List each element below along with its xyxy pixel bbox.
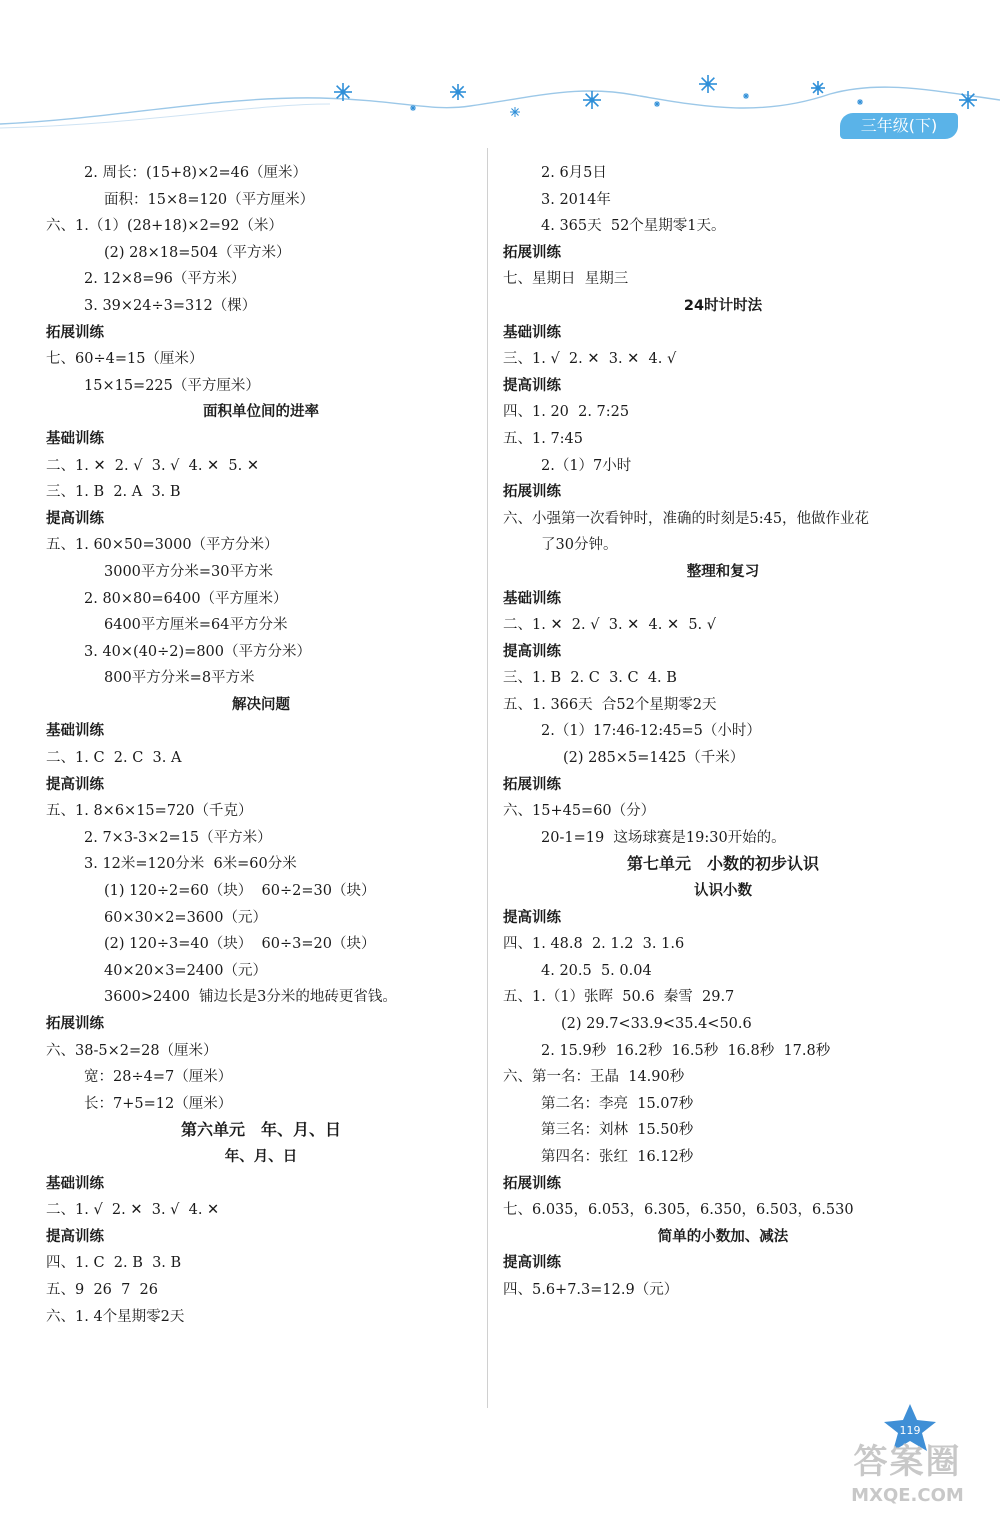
answer-line: 2. 6月5日: [541, 165, 607, 181]
unit-title: 第六单元 年、月、日: [180, 1120, 341, 1140]
answer-line: 4. 365天 52个星期零1天。: [541, 218, 726, 235]
answer-line: 二、1. ✕ 2. √ 3. √ 4. ✕ 5. ✕: [46, 457, 260, 474]
answer-line: 6400平方厘米=64平方分米: [104, 617, 288, 634]
answer-line: 3. 39×24÷3=312（棵）: [84, 297, 257, 314]
answer-line: (2) 28×18=504（平方米）: [104, 244, 291, 261]
answer-line: 六、1. 4个星期零2天: [46, 1308, 185, 1325]
answer-line: 第四名：张红 16.12秒: [541, 1148, 694, 1165]
section-heading: 提高训练: [46, 1228, 104, 1245]
section-heading: 基础训练: [503, 324, 561, 341]
section-heading: 提高训练: [503, 1255, 561, 1272]
answer-line: 800平方分米=8平方米: [104, 670, 255, 687]
answer-line: 六、小强第一次看钟时，准确的时刻是5:45，他做作业花: [503, 510, 870, 527]
answer-line: 3. 40×(40÷2)=800（平方分米）: [84, 643, 312, 660]
answer-line: 四、5.6+7.3=12.9（元）: [503, 1281, 679, 1298]
answer-line: (1) 120÷2=60（块） 60÷2=30（块）: [104, 883, 376, 900]
answer-line: 五、9 26 7 26: [46, 1281, 159, 1298]
answer-line: 宽：28÷4=7（厘米）: [84, 1069, 233, 1086]
answer-line: 三、1. B 2. C 3. C 4. B: [503, 670, 677, 687]
page-header: [0, 0, 1000, 150]
answer-line: 2. 7×3-3×2=15（平方米）: [84, 829, 272, 846]
answer-line: 2. 15.9秒 16.2秒 16.5秒 16.8秒 17.8秒: [541, 1042, 831, 1059]
answer-line: 3000平方分米=30平方米: [104, 563, 274, 580]
topic-title: 面积单位间的进率: [203, 404, 319, 421]
section-heading: 拓展训练: [503, 244, 561, 261]
snowflake-icon: [811, 81, 825, 95]
answer-column-right: [503, 160, 943, 1304]
answer-line: 六、1.（1）(28+18)×2=92（米）: [46, 218, 283, 235]
answer-line: 四、1. 20 2. 7:25: [503, 404, 630, 421]
section-heading: 基础训练: [503, 590, 561, 607]
answer-line: 五、1.（1）张晖 50.6 秦雪 29.7: [503, 989, 735, 1006]
answer-line: 长：7+5=12（厘米）: [84, 1095, 233, 1112]
answer-line: (2) 285×5=1425（千米）: [563, 750, 745, 767]
answer-line: 五、1. 7:45: [503, 430, 584, 447]
answer-line: (2) 29.7<33.9<35.4<50.6: [561, 1016, 752, 1032]
answer-line: 七、60÷4=15（厘米）: [46, 351, 204, 368]
page-number: 119: [899, 1424, 921, 1437]
answer-line: 2. 周长：(15+8)×2=46（厘米）: [84, 165, 308, 181]
answer-line: 二、1. C 2. C 3. A: [46, 750, 182, 767]
column-divider: [487, 148, 488, 1408]
section-heading: 提高训练: [46, 510, 104, 527]
watermark: [820, 1440, 995, 1520]
answer-line: 20-1=19 这场球赛是19:30开始的。: [541, 829, 786, 846]
answer-line: 二、1. √ 2. ✕ 3. √ 4. ✕: [46, 1202, 220, 1219]
section-heading: 提高训练: [503, 909, 561, 926]
answer-line: 面积：15×8=120（平方厘米）: [104, 191, 315, 208]
snowflake-icon: [410, 105, 416, 111]
answer-line: 五、1. 366天 合52个星期零2天: [503, 696, 717, 713]
section-heading: 拓展训练: [46, 1016, 104, 1032]
snowflake-icon: [450, 84, 466, 100]
snowflake-icon: [654, 101, 660, 107]
answer-line: 了30分钟。: [541, 537, 618, 554]
watermark-title: 答案圈: [853, 1442, 962, 1482]
snowflake-icon: [334, 83, 352, 101]
answer-line: 4. 20.5 5. 0.04: [541, 962, 652, 979]
topic-title: 年、月、日: [224, 1148, 298, 1165]
section-heading: 拓展训练: [503, 776, 561, 793]
answer-column-left: [46, 160, 476, 1330]
answer-line: 三、1. √ 2. ✕ 3. ✕ 4. √: [503, 351, 677, 368]
answer-line: 15×15=225（平方厘米）: [84, 377, 260, 394]
answer-line: 七、6.035，6.053，6.305，6.350，6.503，6.530: [503, 1202, 854, 1219]
answer-line: 40×20×3=2400（元）: [104, 962, 267, 979]
answer-line: 六、第一名：王晶 14.90秒: [503, 1069, 685, 1086]
answer-line: 2.（1）17:46-12:45=5（小时）: [541, 723, 761, 740]
answer-line: 3. 12米=120分米 6米=60分米: [84, 856, 297, 873]
topic-title: 解决问题: [232, 696, 290, 713]
topic-title: 简单的小数加、减法: [657, 1228, 789, 1245]
answer-line: 五、1. 60×50=3000（平方分米）: [46, 537, 279, 554]
answer-line: 3600>2400 铺边长是3分米的地砖更省钱。: [104, 989, 397, 1006]
answer-line: 四、1. C 2. B 3. B: [46, 1255, 182, 1272]
snowflake-icon: [857, 99, 863, 105]
answer-line: 60×30×2=3600（元）: [104, 909, 267, 926]
answer-line: 六、15+45=60（分）: [503, 803, 656, 820]
answer-line: 3. 2014年: [541, 191, 611, 208]
answer-line: 2. 12×8=96（平方米）: [84, 271, 246, 288]
unit-title: 第七单元 小数的初步认识: [626, 854, 819, 874]
snowflake-icons: [334, 75, 977, 117]
section-heading: 拓展训练: [46, 324, 104, 341]
answer-line: 三、1. B 2. A 3. B: [46, 484, 181, 501]
answer-line: 第二名：李亮 15.07秒: [541, 1095, 694, 1112]
snowflake-icon: [959, 91, 977, 109]
watermark-url: MXQE.COM: [851, 1485, 964, 1506]
answer-line: 四、1. 48.8 2. 1.2 3. 1.6: [503, 936, 685, 953]
section-heading: 基础训练: [46, 430, 104, 447]
grade-label: 三年级(下): [840, 113, 958, 139]
section-heading: 基础训练: [46, 1175, 104, 1192]
answer-line: 七、星期日 星期三: [503, 271, 629, 288]
answer-line: 第三名：刘林 15.50秒: [541, 1122, 694, 1139]
section-heading: 提高训练: [46, 776, 104, 793]
topic-title: 整理和复习: [686, 563, 760, 580]
answer-line: 2. 80×80=6400（平方厘米）: [84, 590, 288, 607]
snowflake-icon: [743, 93, 749, 99]
section-heading: 提高训练: [503, 643, 561, 660]
answer-line: 2.（1）7小时: [541, 457, 632, 474]
section-heading: 拓展训练: [503, 484, 561, 501]
answer-line: 六、38-5×2=28（厘米）: [46, 1042, 218, 1059]
answer-line: 五、1. 8×6×15=720（千克）: [46, 803, 253, 820]
topic-title: 24时计时法: [683, 297, 763, 314]
section-heading: 拓展训练: [503, 1175, 561, 1192]
answer-line: (2) 120÷3=40（块） 60÷3=20（块）: [104, 936, 376, 953]
snowflake-icon: [583, 91, 601, 109]
answer-line: 二、1. ✕ 2. √ 3. ✕ 4. ✕ 5. √: [503, 617, 717, 634]
snowflake-icon: [510, 107, 520, 117]
topic-title: 认识小数: [694, 883, 752, 900]
section-heading: 基础训练: [46, 723, 104, 740]
section-heading: 提高训练: [503, 377, 561, 394]
snowflake-icon: [699, 75, 717, 93]
